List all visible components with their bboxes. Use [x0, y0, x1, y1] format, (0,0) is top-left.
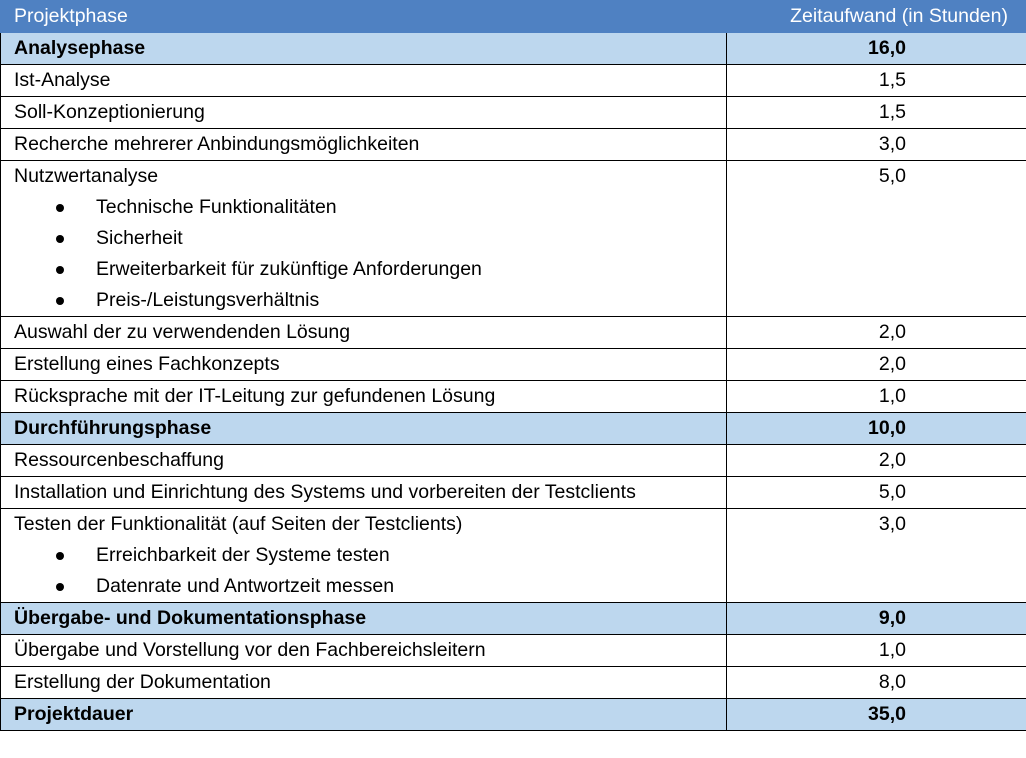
task-label: Erstellung der Dokumentation	[1, 667, 727, 699]
phase-hours: 16,0	[727, 33, 1026, 65]
table-row	[1, 509, 1026, 603]
task-label: Ressourcenbeschaffung	[1, 445, 727, 477]
table-row	[1, 317, 1026, 349]
bullet-icon	[56, 297, 64, 305]
table-header-row	[1, 1, 1026, 33]
bullet-list	[14, 192, 720, 316]
bullet-item	[14, 192, 720, 223]
phase-label: Übergabe- und Dokumentationsphase	[1, 603, 727, 635]
task-hours: 2,0	[727, 445, 1026, 477]
task-hours: 1,5	[727, 97, 1026, 129]
total-row	[1, 699, 1026, 731]
table-row	[1, 445, 1026, 477]
total-hours: 35,0	[727, 699, 1026, 731]
bullet-item	[14, 285, 720, 316]
bullet-icon	[56, 583, 64, 591]
task-label: Soll-Konzeptionierung	[1, 97, 727, 129]
bullet-icon	[56, 552, 64, 560]
table-row	[1, 129, 1026, 161]
task-hours: 3,0	[727, 129, 1026, 161]
bullet-text: Datenrate und Antwortzeit messen	[96, 575, 395, 597]
table-row	[1, 667, 1026, 699]
bullet-icon	[56, 235, 64, 243]
task-label: Erstellung eines Fachkonzepts	[1, 349, 727, 381]
task-hours: 5,0	[727, 477, 1026, 509]
phase-hours: 9,0	[727, 603, 1026, 635]
bullet-list	[14, 540, 720, 602]
task-hours: 1,5	[727, 65, 1026, 97]
phase-row	[1, 413, 1026, 445]
task-label: Auswahl der zu verwendenden Lösung	[1, 317, 727, 349]
task-hours: 1,0	[727, 381, 1026, 413]
task-hours: 8,0	[727, 667, 1026, 699]
task-hours: 3,0	[727, 509, 1026, 603]
task-cell	[1, 161, 727, 317]
table-row	[1, 477, 1026, 509]
task-cell	[1, 477, 727, 509]
task-label: Installation und Einrichtung des Systems und vorbereiten der Testclients	[14, 481, 636, 503]
bullet-text: Technische Funktionalitäten	[96, 196, 337, 218]
bullet-text: Preis-/Leistungsverhältnis	[96, 289, 320, 311]
table-row	[1, 65, 1026, 97]
task-hours: 2,0	[727, 317, 1026, 349]
bullet-icon	[56, 204, 64, 212]
bullet-item	[14, 254, 720, 285]
phase-hours: 10,0	[727, 413, 1026, 445]
phase-row	[1, 33, 1026, 65]
phase-row	[1, 603, 1026, 635]
column-header-hours: Zeitaufwand (in Stunden)	[727, 1, 1026, 33]
table-row	[1, 97, 1026, 129]
task-label: Testen der Funktionalität (auf Seiten der Testclients)	[14, 513, 463, 535]
total-label: Projektdauer	[1, 699, 727, 731]
task-hours: 5,0	[727, 161, 1026, 317]
table-row	[1, 349, 1026, 381]
task-label: Nutzwertanalyse	[14, 165, 159, 187]
bullet-item	[14, 571, 720, 602]
task-label: Ist-Analyse	[1, 65, 727, 97]
task-cell	[1, 509, 727, 603]
table-row	[1, 161, 1026, 317]
bullet-item	[14, 223, 720, 254]
bullet-item	[14, 540, 720, 571]
task-label: Übergabe und Vorstellung vor den Fachbereichsleitern	[1, 635, 727, 667]
task-label: Rücksprache mit der IT-Leitung zur gefundenen Lösung	[1, 381, 727, 413]
task-hours: 2,0	[727, 349, 1026, 381]
column-header-phase: Projektphase	[1, 1, 727, 33]
table-row	[1, 635, 1026, 667]
task-label: Recherche mehrerer Anbindungsmöglichkeiten	[1, 129, 727, 161]
phase-label: Analysephase	[1, 33, 727, 65]
task-hours: 1,0	[727, 635, 1026, 667]
bullet-icon	[56, 266, 64, 274]
phase-label: Durchführungsphase	[1, 413, 727, 445]
bullet-text: Sicherheit	[96, 227, 183, 249]
table-row	[1, 381, 1026, 413]
bullet-text: Erreichbarkeit der Systeme testen	[96, 544, 390, 566]
bullet-text: Erweiterbarkeit für zukünftige Anforderungen	[96, 258, 482, 280]
